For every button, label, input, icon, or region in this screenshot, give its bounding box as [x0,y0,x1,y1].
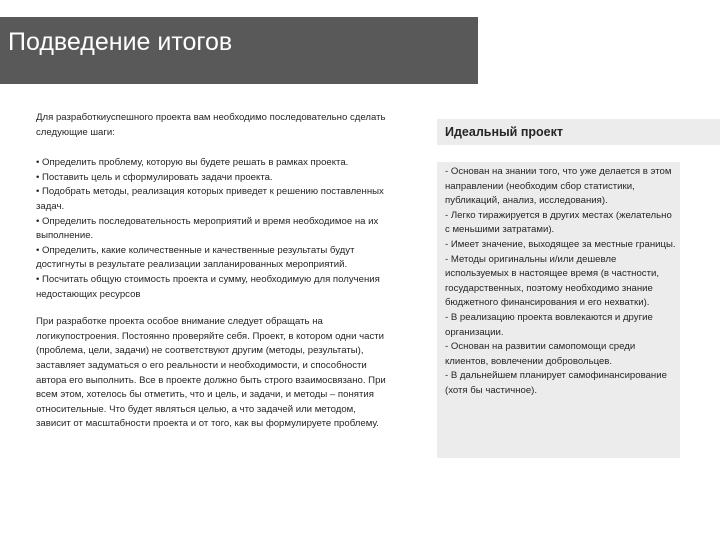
step-item: • Определить последовательность мероприятий и время необходимое на их выполнение. [36,215,379,242]
step-item: • Посчитать общую стоимость проекта и сумму, необходимую для получения недостающих ресурсов [36,273,380,300]
slide-title: Подведение итогов [8,28,233,56]
left-column [36,111,392,432]
ideal-project-item: - Методы оригинальны и/или дешевле используемых в настоящее время (в частности, государственных, поэтому необходимо знание бюджетного финансирования и его нехватки). [445,253,660,309]
ideal-project-list [445,165,679,399]
ideal-project-item: - В дальнейшем планирует самофинансирование (хотя бы частичное). [445,370,667,396]
ideal-project-item: - Имеет значение, выходящее за местные границы. [445,238,676,250]
closing-paragraph: При разработке проекта особое внимание следует обращать на логикупостроения. Постоянно проверяйте себя. Проект, в котором одни части (проблема, цели, задачи) не соответствуют другим (методы, результаты), заставляет задуматься о его реальности и необходимости, и способности автора его выполнить. Все в проекте должно быть строго взаимосвязано. При всем этом, хотелось бы отметить, что и цель, и задачи, и методы – понятия относительные. Что будет являться целью, а что задачей или методом, зависит от масштабности проекта и от того, как вы формулируете проблему. [36,316,386,430]
steps-list [36,156,392,302]
step-item: • Поставить цель и сформулировать задачи проекта. [36,171,273,183]
step-item: • Определить, какие количественные и качественные результаты будут достигнуты в результате реализации запланированных мероприятий. [36,244,355,271]
ideal-project-item: - Основан на знании того, что уже делается в этом направлении (необходим сбор статистики, публикаций, анализ, исследования). [445,166,672,207]
ideal-project-item: - Основан на развитии самопомощи среди клиентов, вовлечении добровольцев. [445,341,636,367]
ideal-project-item: - Легко тиражируется в других местах (желательно с меньшими затратами). [445,209,672,236]
step-item: • Подобрать методы, реализация которых приведет к решению поставленных задач. [36,186,384,212]
ideal-project-title: Идеальный проект [445,125,563,139]
step-item: • Определить проблему, которую вы будете решать в рамках проекта. [36,157,349,169]
ideal-project-item: - В реализацию проекта вовлекаются и другие организации. [445,311,653,338]
intro-paragraph: Для разработкиуспешного проекта вам необходимо последовательно сделать следующие шаги: [36,112,386,138]
